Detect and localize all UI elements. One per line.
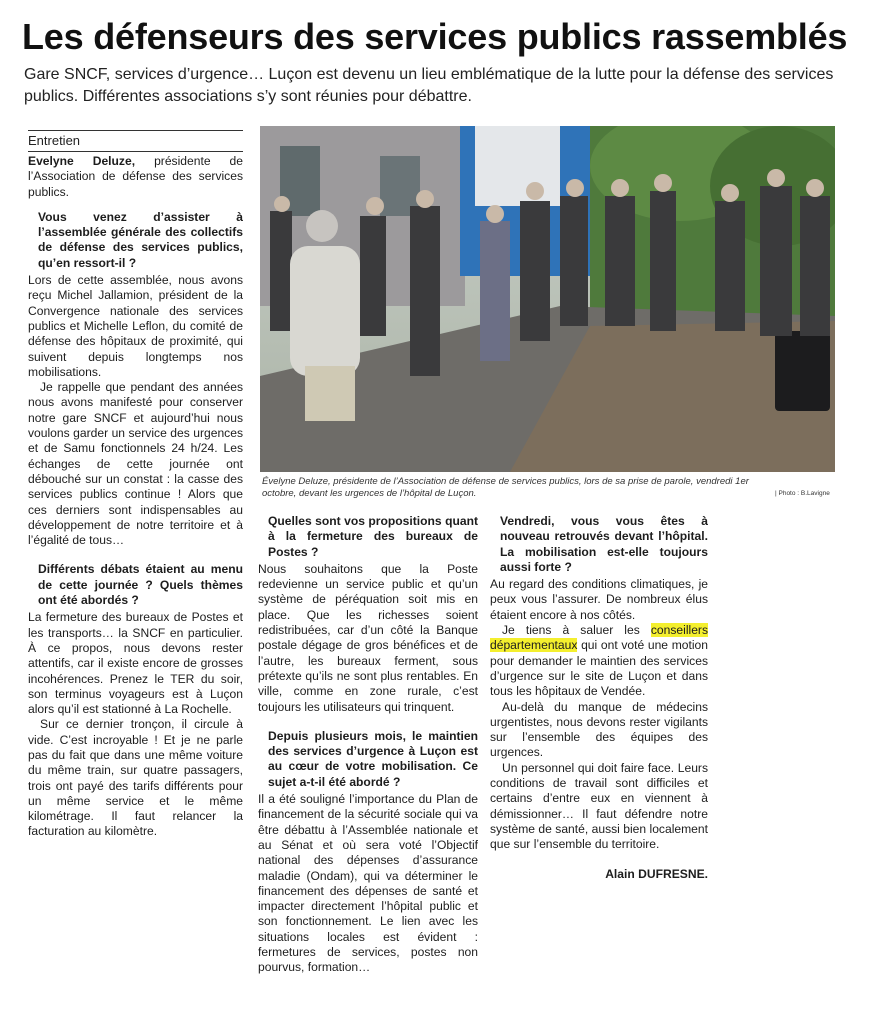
author-signature: Alain DUFRESNE. bbox=[605, 866, 708, 881]
answer-2-paragraph-1: La fermeture des bureaux de Postes et les transports… la SNCF en particulier. À ce propos, nous devons rester attentifs, car il existe encore de grosses incohérences. Prenez le TER du soir, son terminus voyageurs est à Luçon alors qu’il est stationné à La Rochelle. bbox=[28, 610, 243, 717]
interviewee-title: présidente de l’Association de défense des services publics. bbox=[28, 154, 243, 199]
article-headline: Les défenseurs des services publics rassemblés bbox=[22, 16, 848, 57]
answer-5-text-after: qui ont voté une motion pour demander le maintien des services d’urgence sur le site de Luçon et dans tous les hôpitaux de Vendée. bbox=[490, 638, 708, 699]
answer-4-paragraph-1: Il a été souligné l’importance du Plan de financement de la sécurité sociale qui va être débattu à l’Assemblée nationale et au Sénat et où sera voté l’Objectif national des dépenses d’assurance maladie (Ondam), qui va déterminer le financement des dépenses de santé et impacter directement l’hôpital public et son fonctionnement. Le lien avec les situations locales est évident : fermetures de services, postes non pourvus, formation… bbox=[258, 792, 478, 975]
question-5: Vendredi, vous vous êtes à nouveau retrouvés devant l’hôpital. La mobilisation est-elle toujours aussi forte ? bbox=[500, 514, 708, 574]
column-3 bbox=[490, 514, 708, 882]
article-photo bbox=[260, 126, 835, 472]
rubric-rule-top bbox=[28, 130, 243, 131]
answer-2-paragraph-2: Sur ce dernier tronçon, il circule à vide. C’est incroyable ! Et je ne parle pas du fait que dans une même voiture du même train, sur quatre passagers, trois ont payé des tarifs différents pour un même service et le même kilométrage. Il faut relancer la facturation au kilomètre. bbox=[28, 717, 243, 839]
answer-3-paragraph-1: Nous souhaitons que la Poste redevienne un service public et qu’un système de péréquation soit mis en place. Que les richesses soient redistribuées, car d’un côté la Banque postale dégage de gros bénéfices et de l’autre, les bureaux ferment, sous prétexte qu’ils ne sont plus rentables. En ville, comme en zone rurale, c’est toujours les utilisateurs qui trinquent. bbox=[258, 561, 478, 714]
answer-5-paragraph-2 bbox=[490, 623, 708, 699]
column-1 bbox=[28, 154, 243, 840]
answer-1-paragraph-1: Lors de cette assemblée, nous avons reçu Michel Jallamion, président de la Convergence nationale des services publics et Michelle Leflon, du comité de défense des hôpitaux de proximité, qui suivent depuis longtemps nos mobilisations. bbox=[28, 273, 243, 379]
answer-5-paragraph-1: Au regard des conditions climatiques, je peux vous l’assurer. De nombreux élus étaient encore à nos côtés. bbox=[490, 577, 708, 622]
photo-illustration bbox=[260, 126, 835, 472]
answer-1-paragraph-2: Je rappelle que pendant des années nous avons manifesté pour conserver notre gare SNCF et aujourd’hui nous voulons garder un service des urgences et de Samu fonctionnels 24 h/24. Les échanges de cette journée ont débouché sur un constat : la casse des services publics continue ! Alors que ces derniers sont indispensables au développement de notre territoire et à l’égalité de tous… bbox=[28, 380, 243, 548]
question-4: Depuis plusieurs mois, le maintien des services d’urgence à Luçon est au cœur de votre mobilisation. Ce sujet a-t-il été abordé ? bbox=[268, 728, 478, 789]
rubric-label: Entretien bbox=[28, 133, 81, 148]
rubric-rule-bottom bbox=[28, 151, 243, 152]
answer-5-paragraph-3: Au-delà du manque de médecins urgentistes, nous devons rester vigilants sur l’ensemble des équipes des urgences. bbox=[490, 699, 708, 760]
interviewee-intro bbox=[28, 154, 243, 200]
question-2: Différents débats étaient au menu de cette journée ? Quels thèmes ont été abordés ? bbox=[38, 562, 243, 608]
photo-caption: Évelyne Deluze, présidente de l’Association de défense de services publics, lors de sa prise de parole, vendredi 1er octobre, devant les urgences de l’hôpital de Luçon. bbox=[262, 476, 749, 499]
highlighted-phrase: conseillers départementaux bbox=[490, 623, 708, 653]
interviewee-name: Evelyne Deluze, bbox=[28, 154, 136, 168]
question-1: Vous venez d’assister à l’assemblée générale des collectifs de défense des services publics, qu’en ressort-il ? bbox=[38, 209, 243, 270]
column-2 bbox=[258, 514, 478, 976]
question-3: Quelles sont vos propositions quant à la fermeture des bureaux de Postes ? bbox=[268, 514, 478, 559]
answer-5-paragraph-4: Un personnel qui doit faire face. Leurs conditions de travail sont difficiles et certains d’entre eux en viennent à démissionner… Il faut défendre notre système de santé, aussi bien localement que sur l’ensemble du territoire. bbox=[490, 760, 708, 852]
article-standfirst: Gare SNCF, services d’urgence… Luçon est devenu un lieu emblématique de la lutte pour la défense des services publics. Différentes associations s’y sont réunies pour débattre. bbox=[24, 66, 834, 105]
answer-5-text-before: Je tiens à saluer les bbox=[502, 623, 651, 638]
photo-credit: | Photo : B.Lavigne bbox=[775, 490, 830, 497]
